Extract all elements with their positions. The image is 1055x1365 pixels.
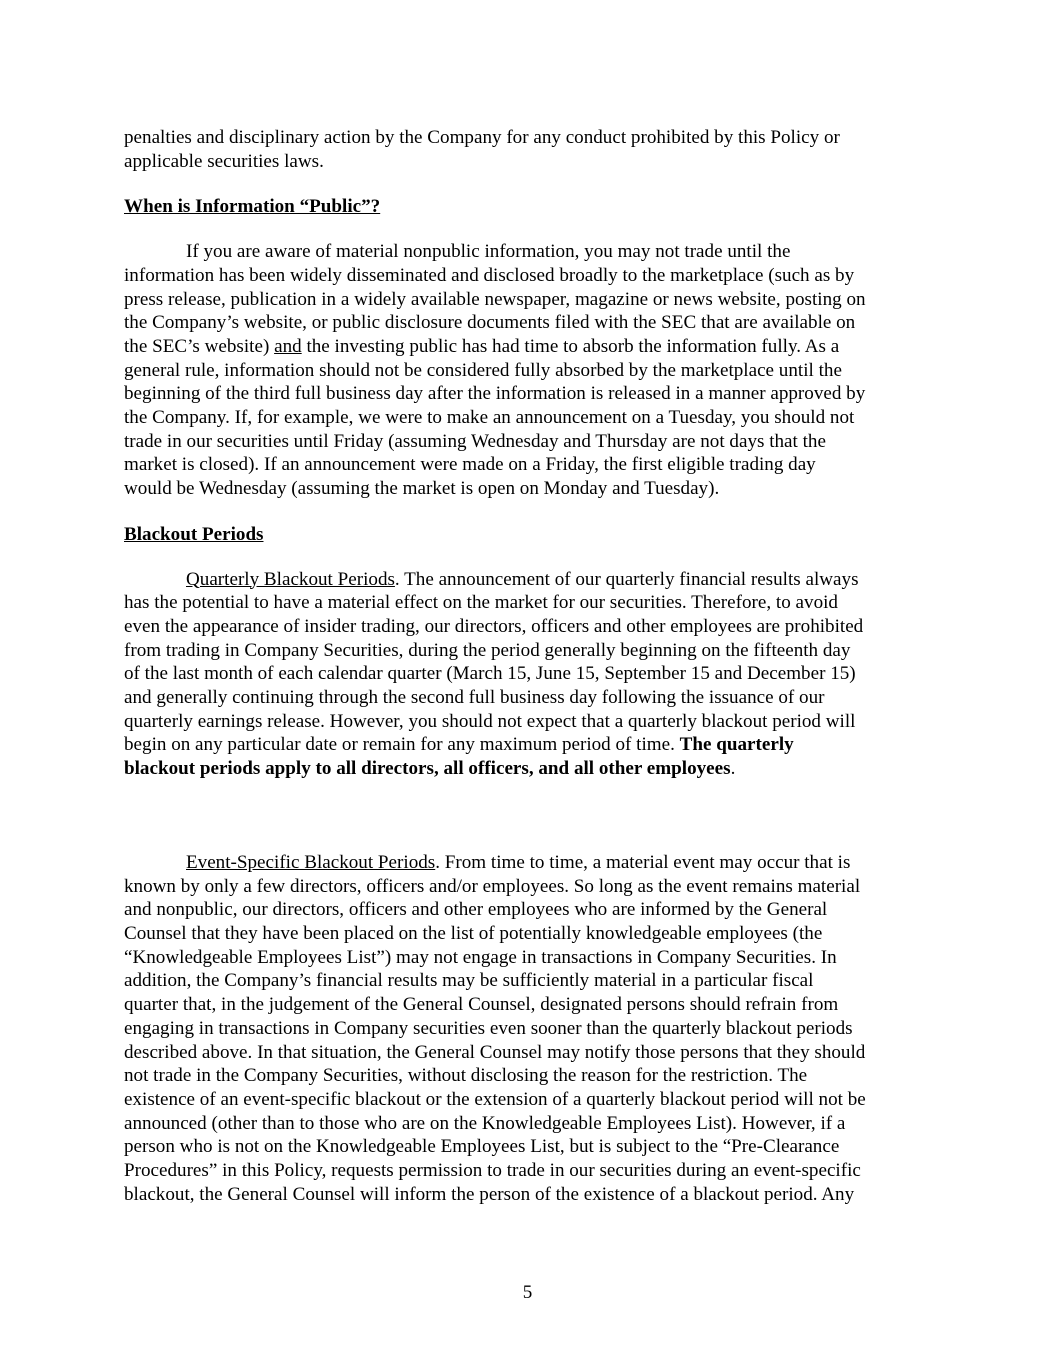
text-line: has the potential to have a material effect on the market for our securities. Therefore, to avoid bbox=[124, 592, 838, 614]
text-line: information has been widely disseminated and disclosed broadly to the marketplace (such as by bbox=[124, 264, 855, 286]
text-line: general rule, information should not be considered fully absorbed by the marketplace until the bbox=[124, 359, 842, 381]
text-segment: the investing public has had time to absorb the information fully. As a bbox=[301, 335, 840, 357]
text-line: “Knowledgeable Employees List”) may not engage in transactions in Company Securities. In bbox=[124, 946, 837, 968]
text-line: the Company’s website, or public disclosure documents filed with the SEC that are available on bbox=[124, 312, 856, 334]
text-line: applicable securities laws. bbox=[124, 150, 324, 172]
text-line: existence of an event-specific blackout or the extension of a quarterly blackout period will not be bbox=[124, 1088, 866, 1110]
public-information-paragraph bbox=[124, 240, 934, 501]
bold-emphasis: The quarterly bbox=[679, 734, 794, 756]
text-line: Counsel that they have been placed on the list of potentially knowledgeable employees (the bbox=[124, 922, 823, 944]
text-line: quarterly earnings release. However, you should not expect that a quarterly blackout period will bbox=[124, 710, 856, 732]
subsection-title-event-specific: Event-Specific Blackout Periods bbox=[186, 851, 436, 873]
text-line: described above. In that situation, the General Counsel may notify those persons that they should bbox=[124, 1041, 866, 1063]
text-line: and nonpublic, our directors, officers and other employees who are informed by the General bbox=[124, 899, 828, 921]
text-line: blackout, the General Counsel will inform the person of the existence of a blackout period. Any bbox=[124, 1183, 855, 1205]
text-line bbox=[124, 568, 934, 592]
text-segment: . The announcement of our quarterly financial results always bbox=[394, 568, 859, 590]
event-specific-blackout-paragraph bbox=[124, 851, 934, 1207]
quarterly-blackout-paragraph bbox=[124, 568, 934, 781]
text-line: person who is not on the Knowledgeable Employees List, but is subject to the “Pre-Clearance bbox=[124, 1136, 840, 1158]
text-segment: begin on any particular date or remain for any maximum period of time. bbox=[124, 734, 680, 756]
subsection-title-quarterly: Quarterly Blackout Periods bbox=[186, 568, 395, 590]
text-line bbox=[124, 757, 934, 781]
intro-paragraph bbox=[124, 126, 934, 173]
text-line: the Company. If, for example, we were to make an announcement on a Tuesday, you should not bbox=[124, 407, 855, 429]
text-line: If you are aware of material nonpublic information, you may not trade until the bbox=[186, 241, 791, 263]
text-segment: the SEC’s website) bbox=[124, 335, 275, 357]
text-line: trade in our securities until Friday (assuming Wednesday and Thursday are not days that the bbox=[124, 430, 826, 452]
text-line: known by only a few directors, officers and/or employees. So long as the event remains material bbox=[124, 875, 861, 897]
text-line: not trade in the Company Securities, without disclosing the reason for the restriction. The bbox=[124, 1065, 808, 1087]
text-line bbox=[124, 335, 934, 359]
text-line: of the last month of each calendar quarter (March 15, June 15, September 15 and December 15) bbox=[124, 663, 856, 685]
text-line: press release, publication in a widely available newspaper, magazine or news website, posting on bbox=[124, 288, 866, 310]
text-line: engaging in transactions in Company securities even sooner than the quarterly blackout periods bbox=[124, 1017, 853, 1039]
text-segment: . bbox=[730, 758, 736, 780]
page-number: 5 bbox=[522, 1282, 533, 1303]
text-line: beginning of the third full business day after the information is released in a manner approved by bbox=[124, 383, 866, 405]
underlined-emphasis: and bbox=[274, 335, 302, 357]
text-line: from trading in Company Securities, during the period generally beginning on the fifteenth day bbox=[124, 639, 851, 661]
text-line bbox=[124, 733, 934, 757]
section-heading-blackout-periods: Blackout Periods bbox=[124, 523, 264, 545]
text-line: announced (other than to those who are on the Knowledgeable Employees List). However, if a bbox=[124, 1112, 846, 1134]
text-segment: . From time to time, a material event may occur that is bbox=[435, 851, 851, 873]
text-line: would be Wednesday (assuming the market is open on Monday and Tuesday). bbox=[124, 478, 720, 500]
text-line: Procedures” in this Policy, requests permission to trade in our securities during an event-specific bbox=[124, 1160, 861, 1182]
text-line: quarter that, in the judgement of the General Counsel, designated persons should refrain from bbox=[124, 994, 839, 1016]
text-line bbox=[124, 851, 934, 875]
bold-emphasis: blackout periods apply to all directors, all officers, and all other employees bbox=[124, 758, 731, 780]
text-line: and generally continuing through the second full business day following the issuance of our bbox=[124, 687, 825, 709]
text-line: market is closed). If an announcement were made on a Friday, the first eligible trading day bbox=[124, 454, 816, 476]
document-page bbox=[124, 126, 934, 1206]
text-line: addition, the Company’s financial results may be sufficiently material in a particular fiscal bbox=[124, 970, 814, 992]
section-heading-public-information: When is Information “Public”? bbox=[124, 196, 381, 218]
text-line: penalties and disciplinary action by the Company for any conduct prohibited by this Policy or bbox=[124, 127, 840, 148]
text-line: even the appearance of insider trading, our directors, officers and other employees are prohibited bbox=[124, 615, 864, 637]
